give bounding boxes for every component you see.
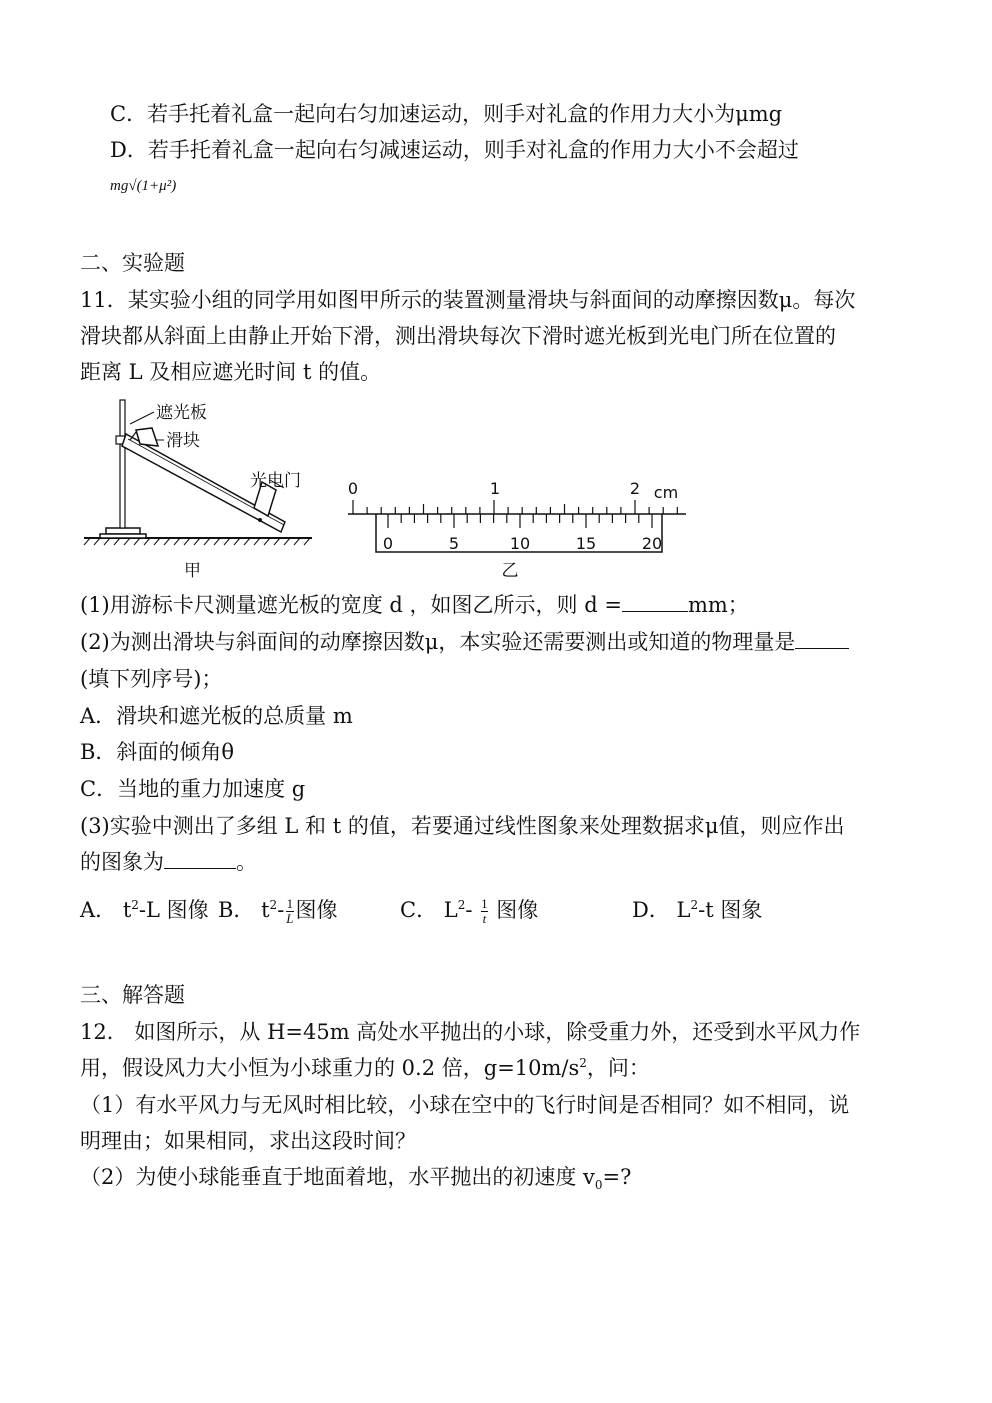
main-scale-label-0: 0 (347, 479, 359, 498)
q12-line-2: 用，假设风力大小恒为小球重力的 0.2 倍，$g=10m/s^2$，问： (80, 1056, 650, 1080)
q11-stem-line-1: 11．某实验小组的同学用如图甲所示的装置测量滑块与斜面间的动摩擦因数μ。每次 (80, 288, 856, 312)
q12-sub1-line-1: （1）有水平风力与无风时相比较，小球在空中的飞行时间是否相同？如不相同，说 (80, 1093, 850, 1117)
figure-yi-vernier-caliper (340, 474, 700, 584)
fraction-one-over-t: $\frac{1}{t}$ (481, 896, 488, 926)
label-shade-plate: 遮光板 (156, 403, 207, 423)
q11-stem-line-2: 滑块都从斜面上由静止开始下滑，测出滑块每次下滑时遮光板到光电门所在位置的 (80, 324, 836, 348)
unit-label: cm (653, 483, 679, 502)
q11-sub3-line-2 (80, 848, 257, 876)
vernier-label-0: 0 (382, 534, 394, 553)
q11-graph-option-d: D． $L^2-t$ 图象 (632, 898, 763, 922)
label-photogate: 光电门 (250, 471, 301, 491)
q10-option-d: D．若手托着礼盒一起向右匀减速运动，则手对礼盒的作用力大小不会超过 (110, 138, 799, 162)
q11-option-a: A．滑块和遮光板的总质量 m (80, 704, 353, 728)
vernier-label-20: 20 (641, 534, 663, 553)
vernier-label-5: 5 (448, 534, 460, 553)
q11-sub1 (80, 591, 749, 619)
q11-sub2-line-1 (80, 628, 849, 656)
q10-option-c: C．若手托着礼盒一起向右匀加速运动，则手对礼盒的作用力大小为μmg (110, 102, 783, 126)
q11-graph-option-a: A． $t^2-L$ 图像 (80, 898, 209, 922)
q11-option-c: C．当地的重力加速度 g (80, 777, 306, 801)
q11-sub3-end: 。 (236, 850, 257, 874)
q11-sub1-unit: mm； (687, 593, 749, 617)
vernier-label-10: 10 (509, 534, 531, 553)
q11-sub3-text: 的图象为 (80, 850, 164, 874)
section-2-title: 二、实验题 (80, 251, 185, 275)
q11-option-b: B．斜面的倾角θ (80, 740, 235, 764)
q11-sub2-text: (2)为测出滑块与斜面间的动摩擦因数μ，本实验还需要测出或知道的物理量是 (80, 630, 796, 654)
main-scale-label-1: 1 (489, 479, 501, 498)
q11-sub2-line-2: (填下列序号)； (80, 667, 223, 691)
q12-sub2: （2）为使小球能垂直于地面着地，水平抛出的初速度 $v_0=$? (80, 1165, 632, 1193)
answer-blank-d[interactable] (622, 591, 688, 612)
answer-blank-graph[interactable] (164, 848, 236, 869)
figure-jia-caption: 甲 (184, 561, 201, 581)
vernier-label-15: 15 (575, 534, 597, 553)
figure-jia-incline-apparatus (80, 394, 320, 584)
q11-sub1-text: (1)用游标卡尺测量遮光板的宽度 d ，如图乙所示，则 d = (80, 593, 622, 617)
section-3-title: 三、解答题 (80, 983, 185, 1007)
q12-sub1-line-2: 明理由；如果相同，求出这段时间？ (80, 1129, 416, 1153)
figure-yi-caption: 乙 (501, 561, 519, 581)
answer-blank-quantities[interactable] (795, 628, 849, 649)
label-slider: 滑块 (166, 431, 200, 451)
q11-graph-option-b: B． $t^2-$ $\frac{1}{L}$ 图像 (218, 896, 338, 926)
q12-line-1: 12． 如图所示，从 H=45m 高处水平抛出的小球，除受重力外，还受到水平风力作 (80, 1020, 861, 1044)
q11-stem-line-3: 距离 L 及相应遮光时间 t 的值。 (80, 360, 382, 384)
q10-option-d-formula: mg√(1+μ²) (110, 178, 177, 194)
q11-graph-option-c: C． $L^2-$ $\frac{1}{t}$ 图像 (400, 896, 539, 926)
main-scale-label-2: 2 (629, 479, 641, 498)
q11-sub3-line-1: (3)实验中测出了多组 L 和 t 的值，若要通过线性图象来处理数据求μ值，则应作出 (80, 814, 845, 838)
fraction-one-over-l: $\frac{1}{L}$ (286, 896, 294, 926)
